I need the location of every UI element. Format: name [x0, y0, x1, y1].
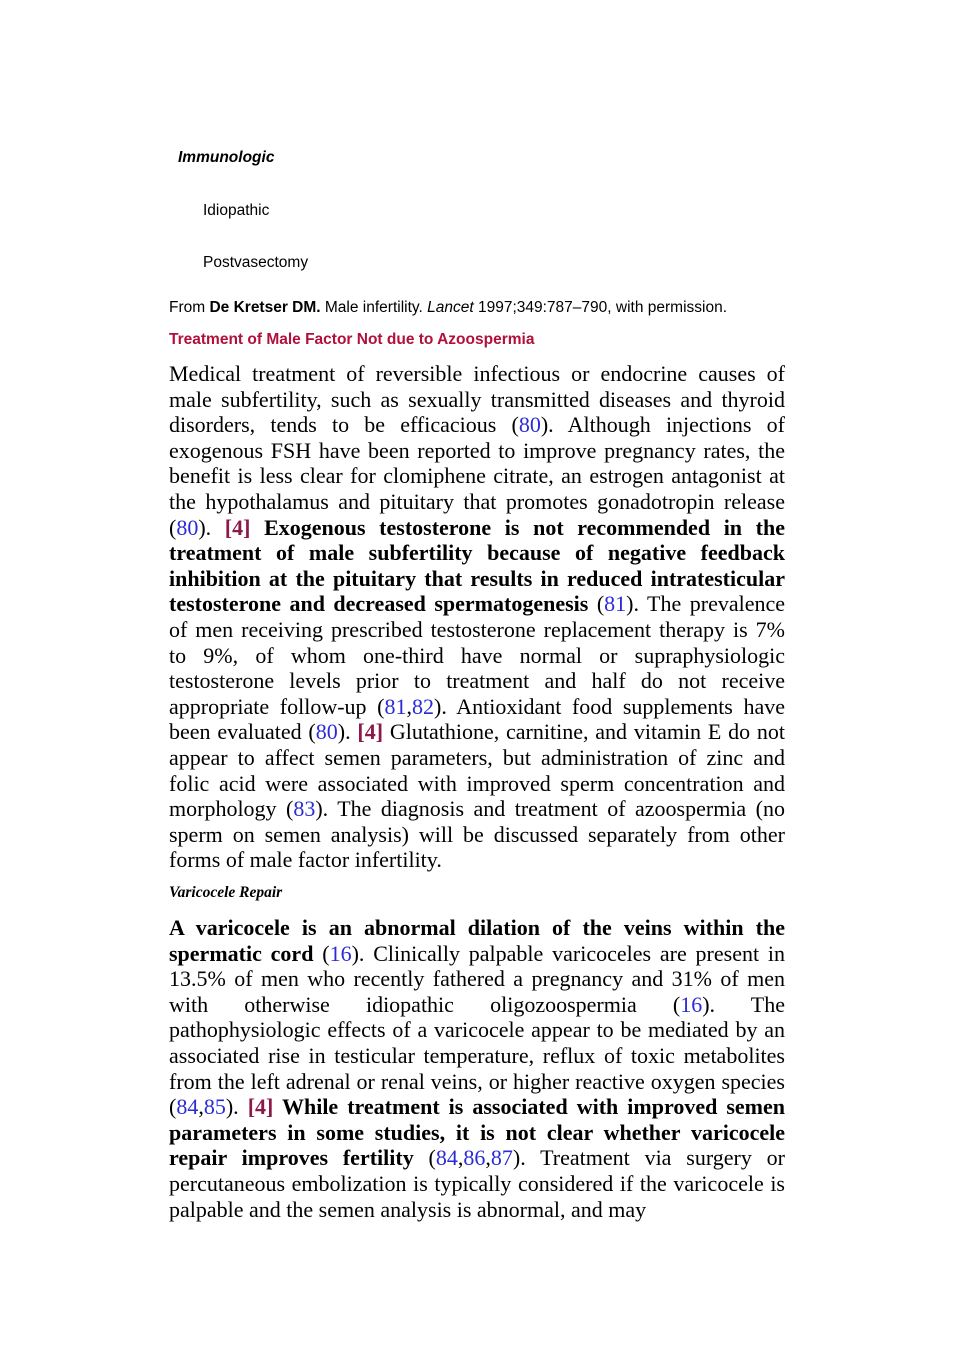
- text-run: (: [588, 591, 605, 617]
- text-run: ). Clinically palpable varicoceles are present in 13.5% of men who recently fathered a pregnancy and 31% of men with otherwise idiopathic oligozoospermia (: [169, 940, 785, 1017]
- evidence-level-link[interactable]: [4]: [247, 1094, 274, 1120]
- text-run: ). Treatment via surgery or percutaneous embolization is typically considered if the varicocele is palpable and the semen analysis is abnormal, and may: [169, 1145, 786, 1222]
- reference-separator: ,: [457, 1145, 464, 1171]
- reference-link[interactable]: 16: [680, 991, 703, 1017]
- reference-link[interactable]: 80: [518, 412, 541, 438]
- reference-separator: ,: [485, 1145, 491, 1171]
- text-run: ). The pathophysiologic effects of a varicocele appear to be mediated by an associated rise in testicular temperature, reflux of toxic metabolites from the left adrenal or renal veins, or higher reactive oxygen species (: [169, 991, 785, 1120]
- text-run: ).: [337, 719, 358, 745]
- paragraph-varicocele: [169, 915, 785, 1222]
- text-run: Glutathione, carnitine, and vitamin E do not appear to affect semen parameters, but administration of zinc and folic acid were associated with improved sperm concentration and morphology (: [169, 719, 786, 822]
- reference-link[interactable]: 85: [203, 1094, 226, 1120]
- text-run: (: [413, 1145, 436, 1171]
- reference-link[interactable]: 16: [329, 940, 352, 966]
- source-prefix: From: [169, 299, 210, 316]
- table-source-note: [169, 299, 727, 317]
- text-run: ). The prevalence of men receiving prescribed testosterone replacement therapy is 7% to 9%, of whom one-third have normal or supraphysiologic testosterone levels prior to treatment and half do not receive appropriate follow-up (: [169, 591, 786, 719]
- bold-recommendation: While treatment is associated with improved semen parameters in some studies, it is not clear whether varicocele repair improves fertility: [169, 1094, 785, 1171]
- list-item: Postvasectomy: [203, 254, 309, 271]
- reference-link[interactable]: 80: [315, 719, 338, 745]
- list-heading: Immunologic: [178, 149, 275, 166]
- reference-link[interactable]: 87: [490, 1145, 513, 1171]
- bold-recommendation: Exogenous testosterone is not recommended in the treatment of male subfertility because of negative feedback inhibition at the pituitary that results in reduced intratesticular testosterone and decreased spermatogenesis: [169, 514, 785, 617]
- text-run: ). Antioxidant food supplements have been evaluated (: [169, 693, 786, 745]
- source-title: Male infertility.: [320, 299, 428, 316]
- bold-definition: A varicocele is an abnormal dilation of the veins within the spermatic cord: [169, 915, 785, 966]
- source-author: De Kretser DM.: [209, 299, 321, 316]
- reference-link[interactable]: 80: [176, 514, 199, 540]
- paragraph-treatment: [169, 361, 785, 873]
- reference-link[interactable]: 81: [604, 591, 627, 617]
- reference-link[interactable]: 84: [176, 1094, 199, 1120]
- source-journal: Lancet: [427, 299, 474, 316]
- text-run: ).: [225, 1094, 248, 1120]
- subsection-title: Varicocele Repair: [169, 884, 283, 901]
- text-run: ).: [198, 514, 225, 540]
- text-run: ). Although injections of exogenous FSH have been reported to improve pregnancy rates, the benefit is less clear for clomiphene citrate, an estrogen antagonist at the hypothalamus and pituitary that promotes gonadotropin release (: [169, 412, 785, 540]
- reference-separator: ,: [198, 1094, 204, 1120]
- reference-link[interactable]: 81: [384, 693, 407, 719]
- section-title: Treatment of Male Factor Not due to Azoospermia: [169, 331, 535, 348]
- evidence-level-link[interactable]: [4]: [224, 514, 251, 540]
- reference-link[interactable]: 84: [435, 1145, 458, 1171]
- source-citation: 1997;349:787–790, with permission.: [473, 299, 728, 316]
- reference-link[interactable]: 82: [412, 693, 434, 719]
- text-run: ). The diagnosis and treatment of azoospermia (no sperm on semen analysis) will be discussed separately from other forms of male factor infertility.: [169, 796, 785, 873]
- reference-separator: ,: [406, 693, 412, 719]
- list-item: Idiopathic: [203, 202, 270, 219]
- evidence-level-link[interactable]: [4]: [357, 719, 384, 745]
- reference-link[interactable]: 83: [293, 796, 316, 822]
- text-run: Medical treatment of reversible infectious or endocrine causes of male subfertility, such as sexually transmitted diseases and thyroid disorders, tends to be efficacious (: [169, 361, 785, 438]
- reference-link[interactable]: 86: [463, 1145, 486, 1171]
- text-run: (: [313, 940, 330, 966]
